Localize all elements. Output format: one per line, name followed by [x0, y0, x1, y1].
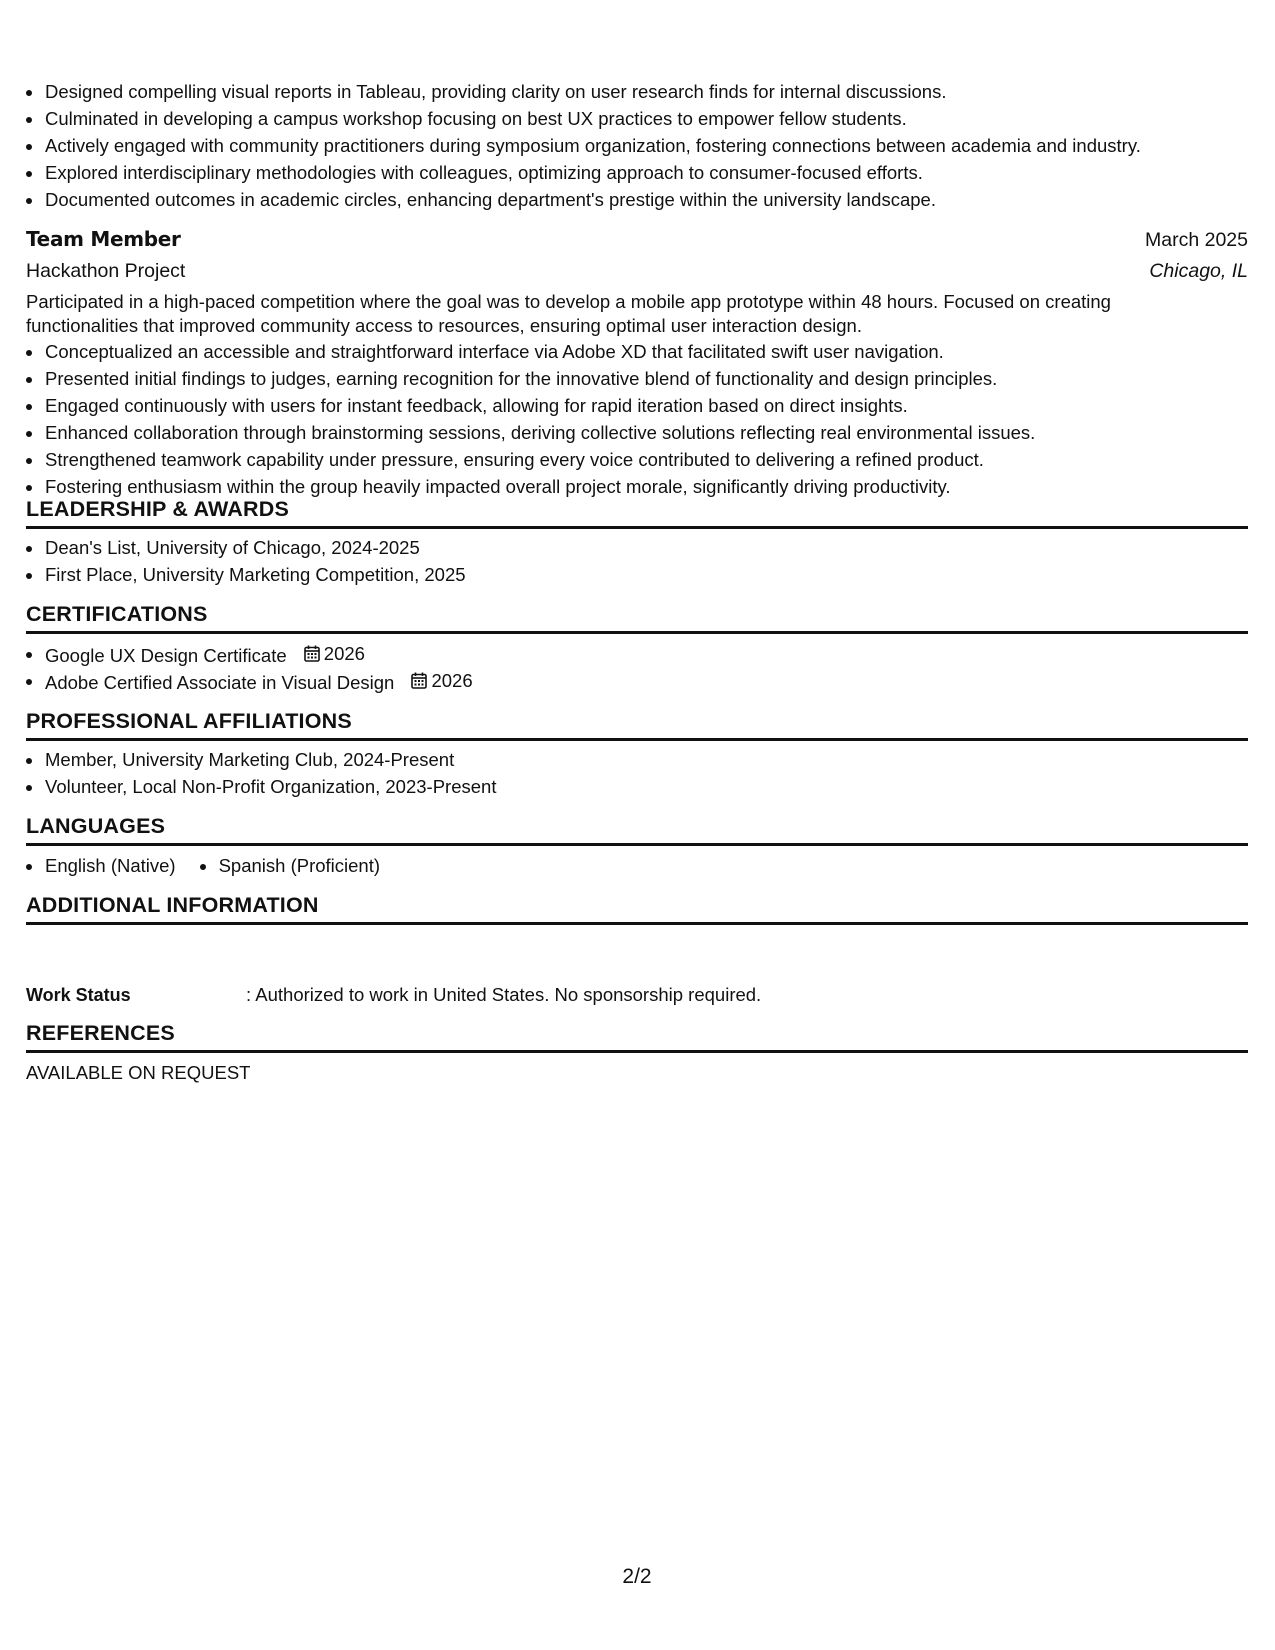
work-status-row — [26, 982, 1248, 1008]
list-item: Explored interdisciplinary methodologies with colleagues, optimizing approach to consumer-focused efforts. — [26, 159, 1248, 186]
list-item: Dean's List, University of Chicago, 2024-2025 — [26, 534, 1248, 561]
references-text: AVAILABLE ON REQUEST — [26, 1062, 251, 1083]
list-item: Volunteer, Local Non-Profit Organization, 2023-Present — [26, 773, 1248, 800]
section-heading-affiliations: PROFESSIONAL AFFILIATIONS — [26, 706, 1248, 741]
work-status-value: : Authorized to work in United States. No sponsorship required. — [246, 984, 762, 1005]
language-item: English (Native) — [26, 852, 176, 879]
list-item: Presented initial findings to judges, earning recognition for the innovative blend of functionality and design principles. — [26, 365, 1248, 392]
leadership-list — [26, 534, 1248, 588]
role-title: Team Member — [26, 227, 181, 251]
list-item: Documented outcomes in academic circles, enhancing department's prestige within the university landscape. — [26, 186, 1248, 213]
affiliations-list — [26, 746, 1248, 800]
list-item: Culminated in developing a campus workshop focusing on best UX practices to empower fellow students. — [26, 105, 1248, 132]
list-item: Designed compelling visual reports in Tableau, providing clarity on user research finds for internal discussions. — [26, 78, 1248, 105]
section-heading-references: REFERENCES — [26, 1018, 1248, 1053]
list-item: Member, University Marketing Club, 2024-Present — [26, 746, 1248, 773]
list-item: Strengthened teamwork capability under pressure, ensuring every voice contributed to delivering a refined product. — [26, 446, 1248, 473]
page-number: 2/2 — [622, 1565, 652, 1588]
role-bullets — [26, 338, 1248, 500]
role-organization: Hackathon Project — [26, 260, 186, 282]
languages-list — [26, 852, 1248, 879]
experience-entry — [26, 224, 1248, 500]
section-heading-leadership: LEADERSHIP & AWARDS — [26, 494, 1248, 529]
section-heading-certifications: CERTIFICATIONS — [26, 599, 1248, 634]
section-heading-languages: LANGUAGES — [26, 811, 1248, 846]
previous-role-bullets — [26, 78, 1248, 213]
list-item: Actively engaged with community practitioners during symposium organization, fostering connections between academia and industry. — [26, 132, 1248, 159]
list-item: Engaged continuously with users for instant feedback, allowing for rapid iteration based on direct insights. — [26, 392, 1248, 419]
certification-name: Google UX Design Certificate — [45, 645, 287, 666]
certifications-list — [26, 640, 1248, 694]
certification-year: 2026 — [431, 670, 473, 691]
certification-year: 2026 — [323, 643, 365, 664]
certification-item — [26, 640, 1248, 667]
work-status-label: Work Status — [26, 985, 131, 1005]
calendar-icon — [411, 672, 427, 689]
list-item: Enhanced collaboration through brainstorming sessions, deriving collective solutions reflecting real environmental issues. — [26, 419, 1248, 446]
calendar-icon — [304, 645, 320, 662]
role-description: Participated in a high-paced competition where the goal was to develop a mobile app prototype within 48 hours. Focused on creating functionalities that improved community access to resources, ensuring optimal user interaction design. — [26, 291, 1111, 336]
list-item: Fostering enthusiasm within the group heavily impacted overall project morale, significantly driving productivity. — [26, 473, 1248, 500]
certification-item — [26, 667, 1248, 694]
role-location: Chicago, IL — [1149, 260, 1248, 282]
list-item: Conceptualized an accessible and straightforward interface via Adobe XD that facilitated swift user navigation. — [26, 338, 1248, 365]
language-item: Spanish (Proficient) — [200, 852, 380, 879]
section-heading-additional-information: ADDITIONAL INFORMATION — [26, 890, 1248, 925]
resume-page — [26, 0, 1248, 1650]
list-item: First Place, University Marketing Competition, 2025 — [26, 561, 1248, 588]
role-date: March 2025 — [1145, 229, 1248, 251]
certification-name: Adobe Certified Associate in Visual Design — [45, 672, 395, 693]
